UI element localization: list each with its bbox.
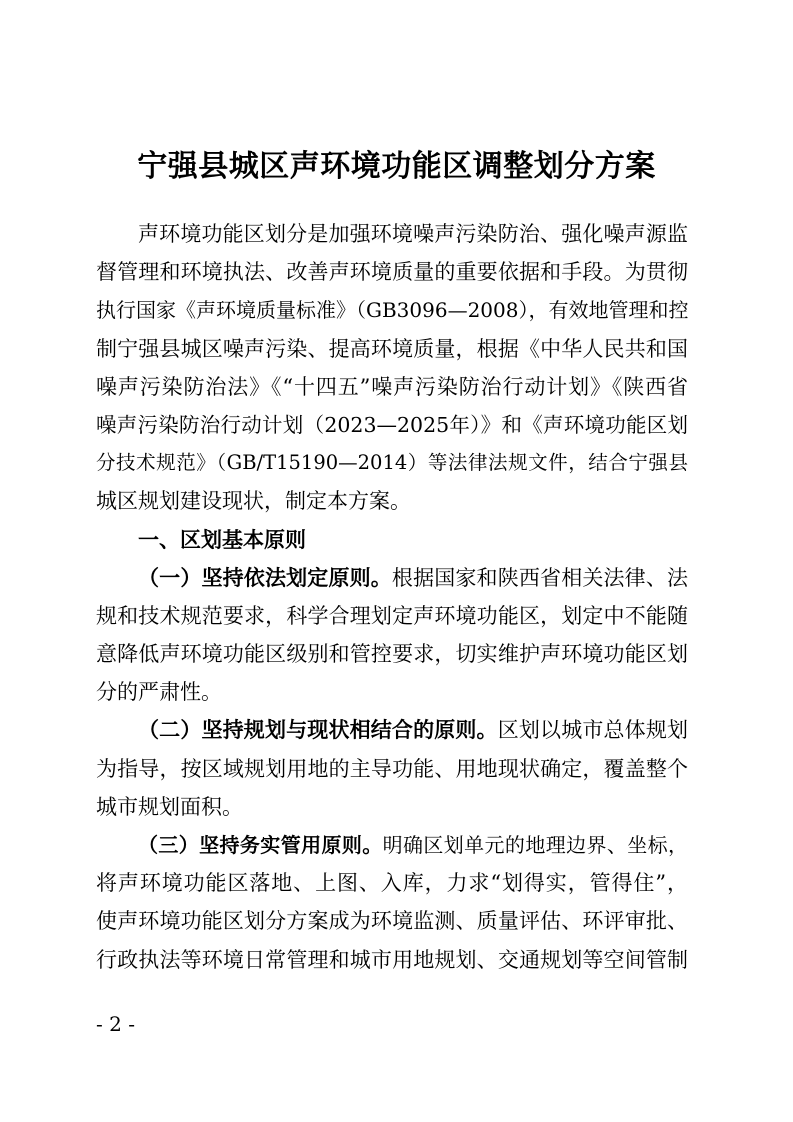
document-body xyxy=(96,215,688,979)
principle-3-line: 将声环境功能区落地、上图、入库，力求“划得实，管得住”， xyxy=(96,871,688,896)
principle-2-title: （二）坚持规划与现状相结合的原则。 xyxy=(138,717,498,743)
document-title: 宁强县城区声环境功能区调整划分方案 xyxy=(137,149,656,184)
principle-1-text: 根据国家和陕西省相关法律、法 xyxy=(391,565,688,590)
principle-2-line: 为指导，按区域规划用地的主导功能、用地现状确定，覆盖整个 xyxy=(96,756,688,781)
intro-line: 督管理和环境执法、改善声环境质量的重要依据和手段。为贯彻 xyxy=(96,260,688,285)
principle-2-text: 区划以城市总体规划 xyxy=(497,718,688,743)
principle-1-line: 意降低声环境功能区级别和管控要求，切实维护声环境功能区划 xyxy=(96,642,688,667)
intro-line: 分技术规范》（GB/T15190—2014）等法律法规文件，结合宁强县 xyxy=(96,451,688,475)
intro-line: 执行国家《声环境质量标准》（GB3096—2008），有效地管理和控 xyxy=(96,298,688,323)
intro-line: 噪声污染防治法》《“十四五”噪声污染防治行动计划》《陕西省 xyxy=(96,374,688,399)
principle-3-first-line xyxy=(96,826,688,864)
intro-line: 城区规划建设现状，制定本方案。 xyxy=(96,489,411,514)
principle-3-title: （三）坚持务实管用原则。 xyxy=(138,833,383,857)
principle-2-first-line xyxy=(96,711,688,749)
intro-line: 声环境功能区划分是加强环境噪声污染防治、强化噪声源监 xyxy=(138,222,688,246)
principle-3-line: 使声环境功能区划分方案成为环境监测、质量评估、环评审批、 xyxy=(96,909,688,934)
principle-3-text: 明确区划单元的地理边界、坐标， xyxy=(382,833,688,857)
principle-2-line: 城市规划面积。 xyxy=(96,794,243,819)
principle-1-first-line xyxy=(96,559,688,597)
intro-line: 制宁强县城区噪声污染、提高环境质量，根据《中华人民共和国 xyxy=(96,336,688,361)
principle-1-title: （一）坚持依法划定原则。 xyxy=(138,564,392,590)
intro-line: 噪声污染防治行动计划（2023—2025年）》和《声环境功能区划 xyxy=(96,412,688,437)
principle-1-line: 规和技术规范要求，科学合理划定声环境功能区，划定中不能随 xyxy=(96,603,688,628)
principle-3-line: 行政执法等环境日常管理和城市用地规划、交通规划等空间管制 xyxy=(96,947,688,972)
page-number: - 2 - xyxy=(96,1012,135,1036)
principle-1-line: 分的严肃性。 xyxy=(96,680,222,705)
section-heading: 一、区划基本原则 xyxy=(138,527,306,552)
